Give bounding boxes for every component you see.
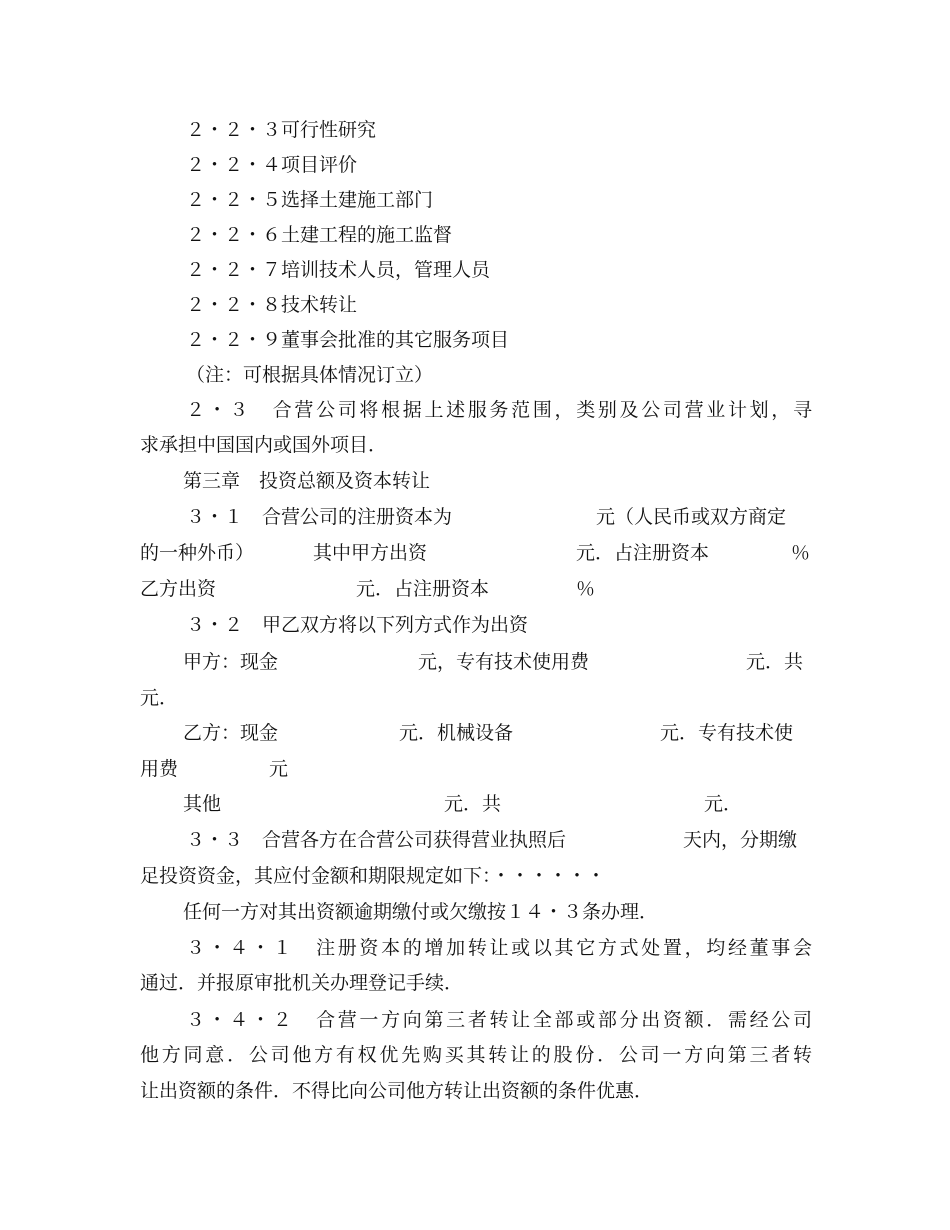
party-b-contribution: 乙方：现金 bbox=[183, 722, 279, 744]
list-item: ２・２・３可行性研究 bbox=[186, 119, 377, 141]
clause-3-3-text: 足投资资金，其应付金额和期限规定如下：・・・・・・ bbox=[140, 865, 606, 887]
clause-2-3-line2: 求承担中国国内或国外项目． bbox=[140, 434, 388, 456]
clause-3-4-2-line1: ３・４・２ 合营一方向第三者转让全部或部分出资额．需经公司 bbox=[186, 1009, 812, 1031]
clause-3-1-text: 的一种外币） bbox=[140, 542, 255, 564]
clause-3-4-2-line2: 他方同意．公司他方有权优先购买其转让的股份．公司一方向第三者转 bbox=[140, 1044, 812, 1066]
party-a-contribution: 元，专有技术使用费 bbox=[418, 651, 590, 673]
party-b-contribution: 用费 bbox=[140, 758, 179, 780]
party-b-contribution: 元．机械设备 bbox=[399, 722, 514, 744]
clause-3-1-text: 其中甲方出资 bbox=[313, 542, 428, 564]
clause-3-1-text: ％ bbox=[576, 578, 596, 600]
clause-3-3-text: 天内，分期缴 bbox=[683, 829, 798, 851]
list-item: ２・２・４项目评价 bbox=[186, 154, 358, 176]
party-a-contribution: 元． bbox=[140, 687, 179, 709]
clause-3-4-1-line1: ３・４・１ 注册资本的增加转让或以其它方式处置，均经董事会 bbox=[186, 937, 812, 959]
list-item: ２・２・９董事会批准的其它服务项目 bbox=[186, 329, 510, 351]
chapter-title: 第三章 投资总额及资本转让 bbox=[183, 470, 431, 492]
overdue-text: 任何一方对其出资额逾期缴付或欠缴按１４・３条办理． bbox=[183, 901, 659, 923]
clause-2-3-line1: ２・３ 合营公司将根据上述服务范围，类别及公司营业计划，寻 bbox=[186, 399, 812, 421]
clause-3-4-1-line2: 通过．并报原审批机关办理登记手续． bbox=[140, 972, 464, 994]
party-a-contribution: 甲方：现金 bbox=[183, 651, 279, 673]
other-contribution: 元．共 bbox=[444, 793, 502, 815]
list-item: ２・２・６土建工程的施工监督 bbox=[186, 224, 453, 246]
other-contribution: 其他 bbox=[183, 793, 222, 815]
clause-3-3-text: ３・３ 合营各方在合营公司获得营业执照后 bbox=[186, 829, 567, 851]
list-item: ２・２・７培训技术人员，管理人员 bbox=[186, 259, 491, 281]
clause-3-1-text: 元．占注册资本 bbox=[576, 542, 710, 564]
clause-3-2-title: ３・２ 甲乙双方将以下列方式作为出资 bbox=[186, 614, 529, 636]
clause-3-1-text: 元．占注册资本 bbox=[356, 578, 490, 600]
list-item: ２・２・５选择土建施工部门 bbox=[186, 189, 434, 211]
party-b-contribution: 元．专有技术使 bbox=[660, 722, 794, 744]
party-b-contribution: 元 bbox=[269, 758, 289, 780]
clause-3-1-text: 乙方出资 bbox=[140, 578, 217, 600]
other-contribution: 元． bbox=[704, 793, 743, 815]
note-text: （注：可根据具体情况订立） bbox=[186, 364, 434, 386]
clause-3-1-text: ３・１ 合营公司的注册资本为 bbox=[186, 506, 453, 528]
clause-3-1-text: ％ bbox=[791, 542, 811, 564]
party-a-contribution: 元．共 bbox=[746, 651, 804, 673]
clause-3-1-text: 元（人民币或双方商定 bbox=[596, 506, 787, 528]
list-item: ２・２・８技术转让 bbox=[186, 294, 358, 316]
clause-3-4-2-line3: 让出资额的条件．不得比向公司他方转让出资额的条件优惠． bbox=[140, 1080, 654, 1102]
